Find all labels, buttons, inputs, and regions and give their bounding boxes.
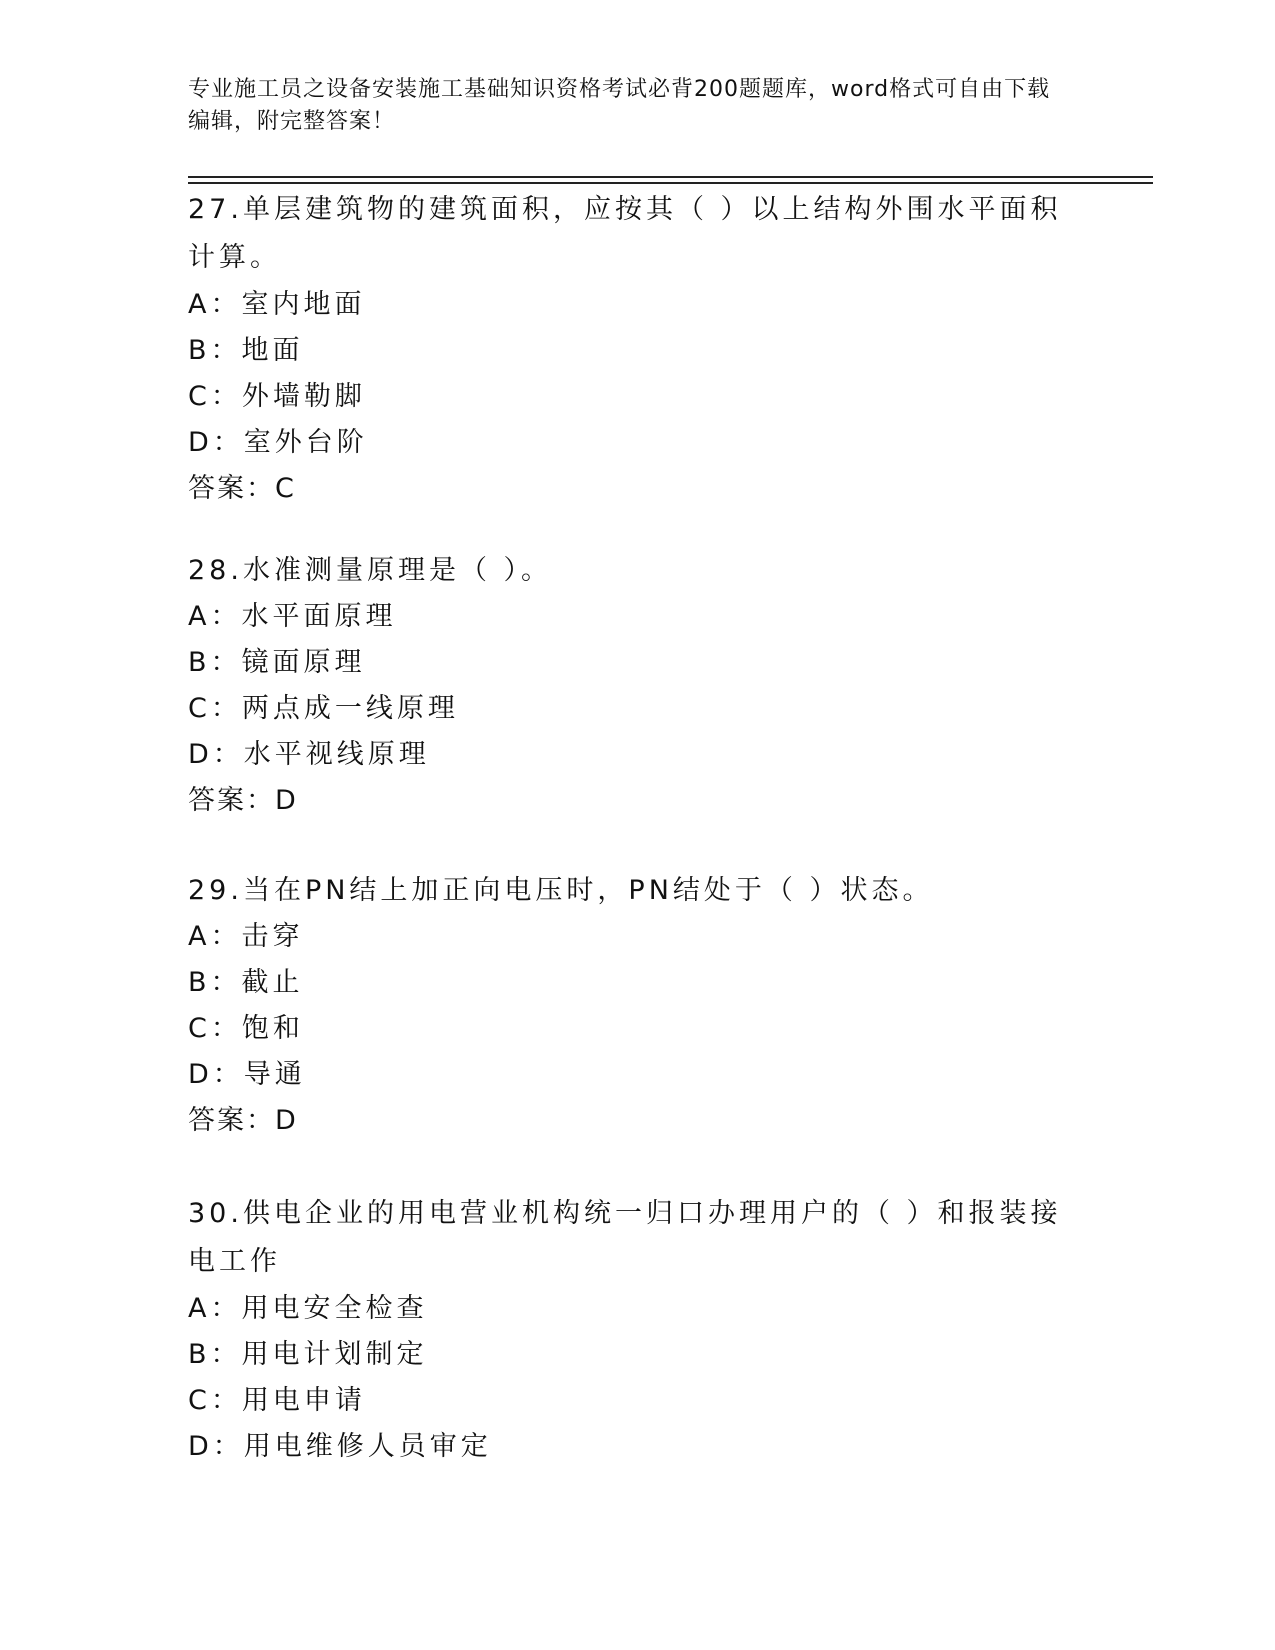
- question-title: 30.供电企业的用电营业机构统一归口办理用户的（ ）和报装接电工作: [188, 1198, 1062, 1277]
- option-c: C：饱和: [188, 1013, 304, 1044]
- option-b: B：地面: [188, 335, 304, 366]
- option-a: A：水平面原理: [188, 601, 397, 632]
- question-27: [188, 186, 1068, 512]
- question-30: [188, 1190, 1068, 1470]
- answer: 答案：C: [188, 473, 296, 504]
- answer: 答案：D: [188, 785, 298, 816]
- question-29: [188, 868, 1068, 1144]
- document-header: 专业施工员之设备安装施工基础知识资格考试必背200题题库，word格式可自由下载编辑，附完整答案！: [188, 77, 1051, 134]
- option-d: D：水平视线原理: [188, 739, 430, 770]
- header-divider-top: [188, 176, 1153, 178]
- question-title: 29.当在PN结上加正向电压时，PN结处于（ ）状态。: [188, 875, 934, 906]
- option-d: D：用电维修人员审定: [188, 1431, 492, 1462]
- option-d: D：室外台阶: [188, 427, 368, 458]
- question-title: 27.单层建筑物的建筑面积，应按其（ ）以上结构外围水平面积计算。: [188, 194, 1062, 273]
- answer: 答案：D: [188, 1105, 298, 1136]
- option-a: A：击穿: [188, 921, 304, 952]
- option-a: A：室内地面: [188, 289, 366, 320]
- option-b: B：镜面原理: [188, 647, 366, 678]
- option-a: A：用电安全检查: [188, 1293, 428, 1324]
- option-c: C：外墙勒脚: [188, 381, 366, 412]
- question-28: [188, 548, 1068, 824]
- question-title: 28.水准测量原理是（ ）。: [188, 555, 553, 586]
- option-c: C：用电申请: [188, 1385, 366, 1416]
- option-b: B：用电计划制定: [188, 1339, 428, 1370]
- option-d: D：导通: [188, 1059, 306, 1090]
- header-divider-bottom: [188, 182, 1153, 184]
- option-c: C：两点成一线原理: [188, 693, 459, 724]
- option-b: B：截止: [188, 967, 304, 998]
